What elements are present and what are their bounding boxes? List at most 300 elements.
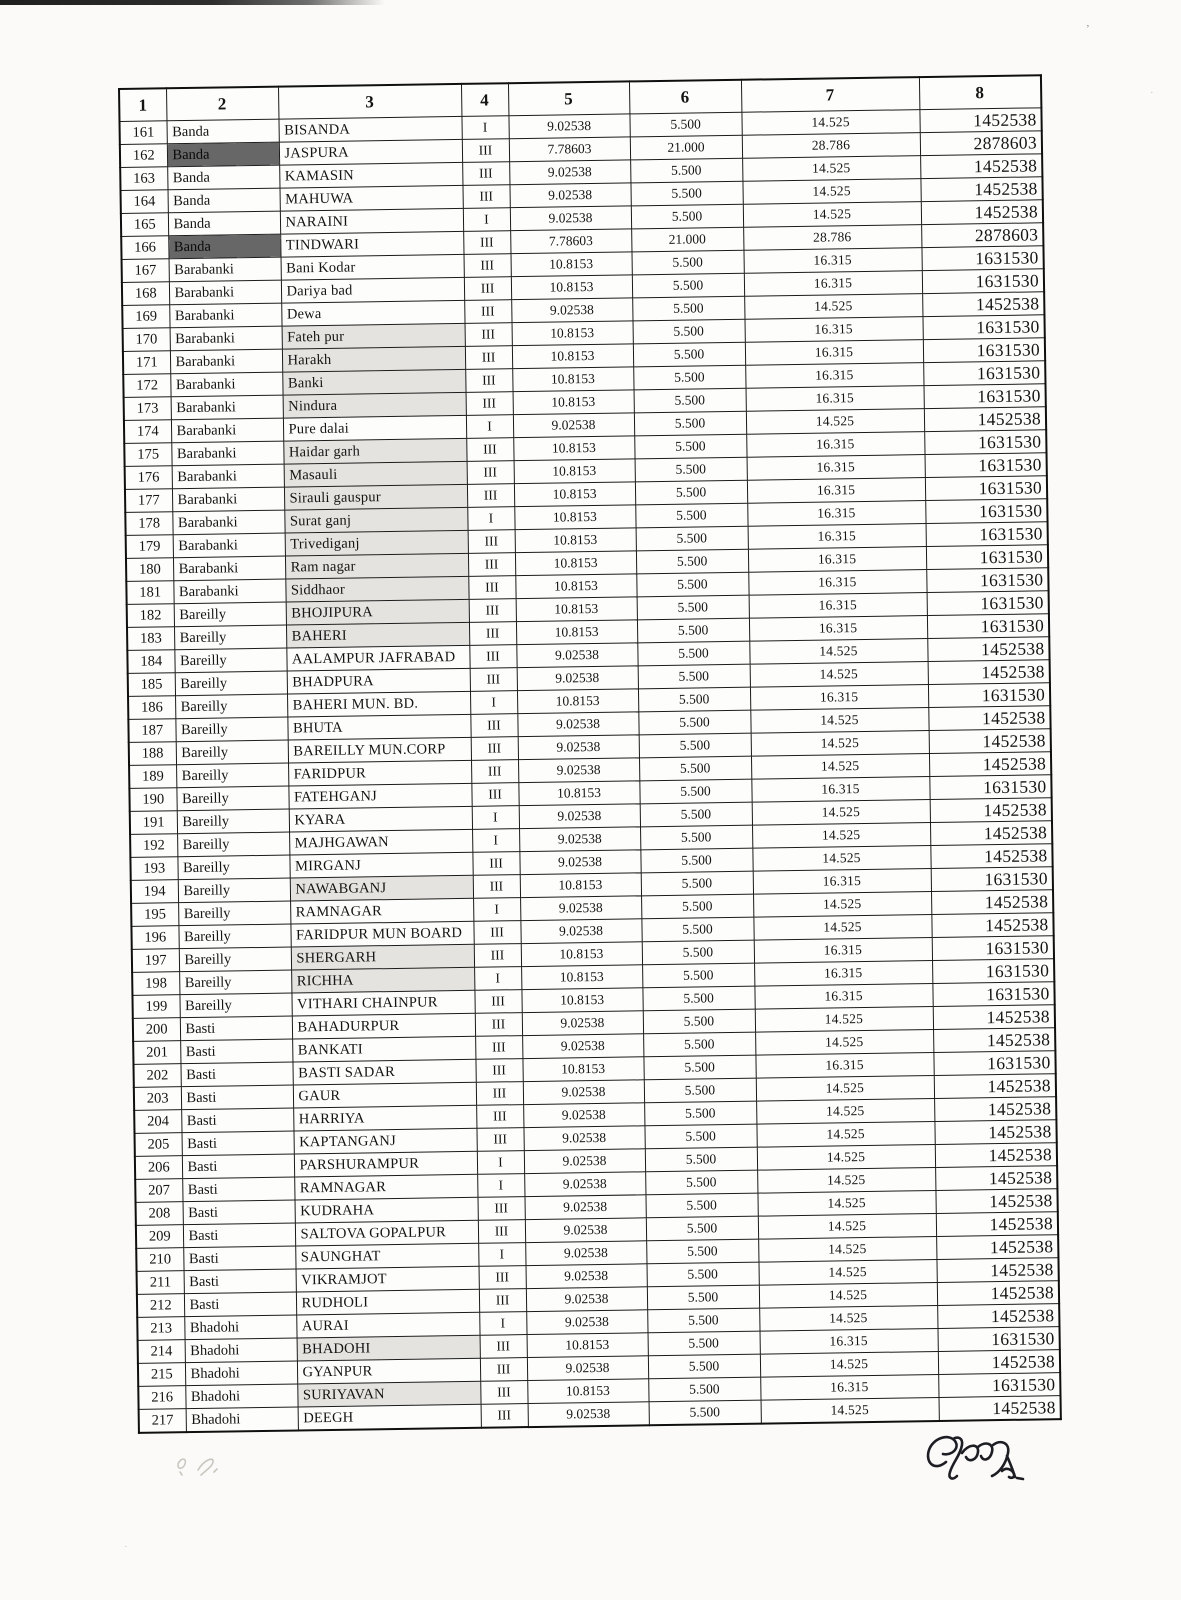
cell-class: III <box>471 783 518 807</box>
column-header-3: 3 <box>278 84 461 119</box>
cell-district: Bareilly <box>177 832 289 857</box>
cell-col6: 5.500 <box>647 1308 759 1333</box>
cell-col8: 2878603 <box>920 131 1042 156</box>
cell-serial: 204 <box>134 1110 181 1134</box>
cell-district: Bareilly <box>178 924 290 949</box>
cell-col6: 5.500 <box>642 963 754 988</box>
scan-speck: · <box>1150 87 1154 99</box>
cell-class: I <box>474 967 521 991</box>
cell-serial: 170 <box>123 328 170 352</box>
cell-serial: 194 <box>131 880 178 904</box>
cell-col8: 1452538 <box>922 292 1044 317</box>
cell-serial: 215 <box>138 1363 185 1387</box>
cell-col8: 1452538 <box>933 1028 1055 1053</box>
scan-speck: · <box>124 1541 128 1553</box>
cell-town: RICHHA <box>291 967 474 993</box>
cell-district: Bareilly <box>176 763 288 788</box>
cell-town: RUDHOLI <box>296 1289 479 1315</box>
cell-col5: 9.02538 <box>522 1034 643 1059</box>
cell-col5: 9.02538 <box>508 114 629 139</box>
cell-district: Barabanki <box>169 280 281 305</box>
cell-district: Bhadohi <box>185 1338 297 1363</box>
cell-town: NAWABGANJ <box>290 875 473 901</box>
cell-class: III <box>473 875 520 899</box>
cell-town: AALAMPUR JAFRABAD <box>286 645 469 671</box>
cell-class: III <box>469 599 516 623</box>
cell-town: VITHARI CHAINPUR <box>291 990 474 1016</box>
cell-serial: 210 <box>136 1248 183 1272</box>
cell-col8: 1631530 <box>925 499 1047 524</box>
cell-col6: 21.000 <box>631 227 743 252</box>
cell-col8: 1631530 <box>932 959 1054 984</box>
cell-class: III <box>467 461 514 485</box>
cell-serial: 177 <box>125 489 172 513</box>
cell-town: HARRIYA <box>293 1105 476 1131</box>
cell-district: Barabanki <box>170 372 282 397</box>
cell-col8: 1452538 <box>934 1120 1056 1145</box>
cell-col6: 5.500 <box>640 802 752 827</box>
cell-town: Ram nagar <box>285 553 468 579</box>
cell-class: III <box>470 668 517 692</box>
cell-col5: 10.8153 <box>521 988 642 1013</box>
cell-col7: 14.525 <box>757 1167 935 1193</box>
cell-serial: 200 <box>133 1018 180 1042</box>
cell-col5: 9.02538 <box>509 160 630 185</box>
cell-col5: 9.02538 <box>519 804 640 829</box>
cell-district: Barabanki <box>173 556 285 581</box>
cell-col7: 14.525 <box>752 800 930 826</box>
cell-col8: 1631530 <box>923 361 1045 386</box>
cell-class: I <box>463 208 510 232</box>
cell-col6: 5.500 <box>639 779 751 804</box>
cell-col8: 1452538 <box>935 1189 1057 1214</box>
cell-serial: 203 <box>134 1087 181 1111</box>
cell-class: III <box>470 714 517 738</box>
cell-district: Barabanki <box>172 464 284 489</box>
cell-district: Basti <box>183 1246 295 1271</box>
cell-col7: 14.525 <box>752 846 930 872</box>
cell-class: III <box>467 484 514 508</box>
cell-district: Bareilly <box>177 809 289 834</box>
cell-col6: 5.500 <box>642 986 754 1011</box>
cell-col5: 9.02538 <box>525 1241 646 1266</box>
cell-serial: 174 <box>124 420 171 444</box>
cell-class: III <box>468 530 515 554</box>
data-table <box>118 74 1062 1434</box>
cell-class: III <box>478 1220 525 1244</box>
cell-col7: 16.315 <box>746 386 924 412</box>
cell-district: Barabanki <box>171 418 283 443</box>
cell-col6: 5.500 <box>637 595 749 620</box>
cell-serial: 167 <box>122 259 169 283</box>
cell-town: Harakh <box>282 346 465 372</box>
cell-serial: 196 <box>131 926 178 950</box>
cell-col8: 1452538 <box>931 890 1053 915</box>
cell-col8: 1631530 <box>922 269 1044 294</box>
cell-col6: 5.500 <box>646 1239 758 1264</box>
cell-district: Barabanki <box>170 349 282 374</box>
cell-town: MAHUWA <box>280 185 463 211</box>
cell-col8: 1631530 <box>932 936 1054 961</box>
cell-serial: 201 <box>133 1041 180 1065</box>
cell-serial: 206 <box>135 1156 182 1180</box>
cell-col5: 7.78603 <box>509 137 630 162</box>
cell-col7: 16.315 <box>747 478 925 504</box>
cell-class: III <box>465 346 512 370</box>
cell-col8: 1452538 <box>931 913 1053 938</box>
cell-col7: 14.525 <box>750 662 928 688</box>
cell-col7: 16.315 <box>749 593 927 619</box>
cell-district: Banda <box>168 211 280 236</box>
cell-col5: 9.02538 <box>528 1402 649 1427</box>
pencil-scribble <box>168 1448 238 1486</box>
cell-col6: 5.500 <box>643 1055 755 1080</box>
cell-col5: 10.8153 <box>512 344 633 369</box>
cell-serial: 184 <box>127 650 174 674</box>
cell-serial: 178 <box>125 512 172 536</box>
cell-col6: 5.500 <box>636 572 748 597</box>
cell-town: Siddhaor <box>285 576 468 602</box>
cell-col6: 5.500 <box>644 1124 756 1149</box>
cell-class: I <box>466 415 513 439</box>
cell-col8: 1631530 <box>921 246 1043 271</box>
cell-col6: 5.500 <box>630 181 742 206</box>
cell-col7: 14.525 <box>757 1144 935 1170</box>
cell-col7: 16.315 <box>750 685 928 711</box>
cell-district: Basti <box>182 1131 294 1156</box>
cell-col8: 1631530 <box>926 545 1048 570</box>
cell-col6: 5.500 <box>639 756 751 781</box>
cell-serial: 207 <box>135 1179 182 1203</box>
cell-col6: 5.500 <box>645 1193 757 1218</box>
cell-town: Surat ganj <box>284 507 467 533</box>
cell-col5: 10.8153 <box>513 390 634 415</box>
cell-col8: 1452538 <box>920 154 1042 179</box>
cell-class: III <box>475 1013 522 1037</box>
cell-col5: 9.02538 <box>523 1126 644 1151</box>
cell-district: Bareilly <box>174 602 286 627</box>
cell-class: III <box>475 1059 522 1083</box>
cell-class: III <box>472 852 519 876</box>
column-header-4: 4 <box>461 83 508 116</box>
cell-col7: 16.315 <box>754 938 932 964</box>
cell-town: FARIDPUR MUN BOARD <box>290 921 473 947</box>
cell-col5: 10.8153 <box>512 367 633 392</box>
cell-class: III <box>469 622 516 646</box>
cell-district: Barabanki <box>169 303 281 328</box>
cell-district: Basti <box>183 1223 295 1248</box>
cell-district: Barabanki <box>173 533 285 558</box>
cell-serial: 187 <box>128 719 175 743</box>
cell-district: Basti <box>182 1177 294 1202</box>
cell-serial: 209 <box>136 1225 183 1249</box>
cell-class: III <box>471 737 518 761</box>
cell-col8: 1452538 <box>935 1166 1057 1191</box>
cell-col6: 5.500 <box>645 1147 757 1172</box>
cell-col5: 9.02538 <box>516 643 637 668</box>
cell-col8: 1631530 <box>938 1373 1060 1398</box>
cell-class: III <box>480 1335 527 1359</box>
cell-class: I <box>473 898 520 922</box>
cell-col8: 1452538 <box>930 798 1052 823</box>
cell-col7: 14.525 <box>753 915 931 941</box>
cell-col7: 14.525 <box>753 892 931 918</box>
cell-col8: 1631530 <box>928 683 1050 708</box>
cell-col5: 10.8153 <box>516 620 637 645</box>
cell-col6: 5.500 <box>634 411 746 436</box>
cell-col7: 14.525 <box>759 1305 937 1331</box>
cell-serial: 197 <box>132 949 179 973</box>
cell-col7: 16.315 <box>748 547 926 573</box>
cell-col7: 14.525 <box>756 1099 934 1125</box>
cell-serial: 213 <box>137 1317 184 1341</box>
cell-district: Basti <box>184 1269 296 1294</box>
cell-col6: 5.500 <box>629 112 741 137</box>
cell-col6: 5.500 <box>636 526 748 551</box>
cell-class: III <box>464 277 511 301</box>
cell-col5: 9.02538 <box>520 919 641 944</box>
cell-col7: 16.315 <box>748 524 926 550</box>
cell-town: BAHERI MUN. BD. <box>287 691 470 717</box>
cell-district: Bhadohi <box>184 1315 296 1340</box>
cell-district: Barabanki <box>171 441 283 466</box>
cell-town: RAMNAGAR <box>294 1174 477 1200</box>
cell-town: Fateh pur <box>282 323 465 349</box>
cell-col5: 10.8153 <box>521 942 642 967</box>
cell-col7: 14.525 <box>756 1076 934 1102</box>
cell-col5: 10.8153 <box>522 1057 643 1082</box>
cell-col8: 1452538 <box>936 1235 1058 1260</box>
cell-district: Basti <box>180 1039 292 1064</box>
cell-col5: 9.02538 <box>513 413 634 438</box>
cell-serial: 163 <box>120 167 167 191</box>
cell-serial: 161 <box>119 121 166 145</box>
cell-class: III <box>465 369 512 393</box>
cell-col5: 9.02538 <box>522 1011 643 1036</box>
cell-col5: 10.8153 <box>517 689 638 714</box>
cell-town: BHUTA <box>287 714 470 740</box>
cell-col6: 5.500 <box>647 1262 759 1287</box>
cell-district: Bhadohi <box>185 1384 297 1409</box>
cell-col5: 10.8153 <box>520 873 641 898</box>
cell-col5: 9.02538 <box>524 1172 645 1197</box>
cell-col5: 10.8153 <box>518 781 639 806</box>
cell-col8: 1452538 <box>929 752 1051 777</box>
cell-district: Bareilly <box>175 671 287 696</box>
cell-col5: 9.02538 <box>518 735 639 760</box>
cell-col6: 5.500 <box>634 388 746 413</box>
cell-col5: 7.78603 <box>510 229 631 254</box>
cell-col5: 9.02538 <box>517 666 638 691</box>
cell-class: III <box>480 1358 527 1382</box>
cell-serial: 199 <box>132 995 179 1019</box>
column-header-7: 7 <box>741 77 919 112</box>
cell-town: Dewa <box>281 300 464 326</box>
cell-col6: 5.500 <box>638 710 750 735</box>
cell-col6: 5.500 <box>634 434 746 459</box>
cell-serial: 179 <box>126 535 173 559</box>
cell-town: KYARA <box>289 806 472 832</box>
cell-town: KAPTANGANJ <box>293 1128 476 1154</box>
cell-col7: 16.315 <box>760 1374 938 1400</box>
cell-col6: 5.500 <box>639 733 751 758</box>
cell-district: Banda <box>167 142 279 167</box>
cell-col7: 14.525 <box>751 754 929 780</box>
cell-col5: 10.8153 <box>516 597 637 622</box>
cell-district: Bareilly <box>175 717 287 742</box>
cell-town: SAUNGHAT <box>295 1243 478 1269</box>
cell-town: VIKRAMJOT <box>296 1266 479 1292</box>
cell-class: III <box>480 1381 527 1405</box>
cell-district: Barabanki <box>172 487 284 512</box>
cell-col5: 9.02538 <box>526 1264 647 1289</box>
cell-serial: 214 <box>138 1340 185 1364</box>
cell-col7: 28.786 <box>743 225 921 251</box>
cell-col7: 14.525 <box>757 1190 935 1216</box>
cell-serial: 188 <box>129 742 176 766</box>
cell-town: Dariya bad <box>281 277 464 303</box>
cell-serial: 185 <box>128 673 175 697</box>
cell-town: BHADOHI <box>297 1335 480 1361</box>
cell-serial: 202 <box>133 1064 180 1088</box>
cell-col7: 16.315 <box>747 455 925 481</box>
cell-col6: 5.500 <box>643 1032 755 1057</box>
cell-town: BISANDA <box>278 116 461 142</box>
cell-col6: 5.500 <box>648 1331 760 1356</box>
cell-col7: 14.525 <box>752 823 930 849</box>
cell-col6: 5.500 <box>640 825 752 850</box>
cell-col8: 1631530 <box>937 1327 1059 1352</box>
cell-district: Bareilly <box>175 694 287 719</box>
cell-district: Barabanki <box>170 326 282 351</box>
cell-col8: 1631530 <box>924 430 1046 455</box>
cell-col8: 1452538 <box>930 821 1052 846</box>
cell-serial: 182 <box>127 604 174 628</box>
cell-col5: 10.8153 <box>512 321 633 346</box>
cell-col6: 5.500 <box>637 641 749 666</box>
cell-col5: 10.8153 <box>513 436 634 461</box>
cell-col8: 1452538 <box>936 1258 1058 1283</box>
cell-col8: 1452538 <box>933 1005 1055 1030</box>
cell-district: Basti <box>181 1108 293 1133</box>
cell-district: Basti <box>184 1292 296 1317</box>
cell-district: Bareilly <box>178 901 290 926</box>
cell-town: MAJHGAWAN <box>289 829 472 855</box>
cell-col5: 9.02538 <box>524 1149 645 1174</box>
cell-col8: 1631530 <box>933 1051 1055 1076</box>
cell-town: Banki <box>282 369 465 395</box>
cell-district: Bareilly <box>174 648 286 673</box>
cell-col7: 14.525 <box>741 110 919 136</box>
cell-col6: 5.500 <box>630 158 742 183</box>
cell-col8: 1631530 <box>927 614 1049 639</box>
cell-district: Bareilly <box>179 970 291 995</box>
cell-col5: 10.8153 <box>511 275 632 300</box>
cell-district: Basti <box>182 1154 294 1179</box>
cell-class: I <box>477 1174 524 1198</box>
cell-col5: 9.02538 <box>526 1287 647 1312</box>
cell-town: JASPURA <box>279 139 462 165</box>
cell-town: BANKATI <box>292 1036 475 1062</box>
cell-town: KUDRAHA <box>295 1197 478 1223</box>
cell-district: Bareilly <box>179 993 291 1018</box>
cell-col8: 1631530 <box>923 338 1045 363</box>
cell-district: Bareilly <box>176 740 288 765</box>
cell-col7: 14.525 <box>755 1030 933 1056</box>
cell-town: SURIYAVAN <box>297 1381 480 1407</box>
cell-district: Bareilly <box>179 947 291 972</box>
cell-class: I <box>461 116 508 140</box>
cell-district: Bareilly <box>176 786 288 811</box>
cell-col6: 5.500 <box>637 618 749 643</box>
cell-town: Pure dalai <box>283 415 466 441</box>
cell-class: III <box>473 921 520 945</box>
cell-class: III <box>474 990 521 1014</box>
cell-col7: 14.525 <box>751 731 929 757</box>
cell-class: I <box>478 1243 525 1267</box>
cell-col6: 5.500 <box>648 1354 760 1379</box>
cell-col6: 5.500 <box>635 457 747 482</box>
cell-class: III <box>463 231 510 255</box>
cell-district: Basti <box>183 1200 295 1225</box>
cell-serial: 193 <box>130 857 177 881</box>
cell-col5: 10.8153 <box>527 1379 648 1404</box>
cell-col7: 14.525 <box>758 1213 936 1239</box>
cell-town: SHERGARH <box>291 944 474 970</box>
cell-col8: 1452538 <box>937 1281 1059 1306</box>
cell-serial: 217 <box>139 1409 186 1433</box>
cell-town: KAMASIN <box>279 162 462 188</box>
cell-col7: 16.315 <box>745 363 923 389</box>
cell-col6: 5.500 <box>644 1101 756 1126</box>
cell-col5: 10.8153 <box>511 252 632 277</box>
cell-col8: 1631530 <box>925 453 1047 478</box>
signature-ink <box>922 1430 1032 1492</box>
cell-town: BAHADURPUR <box>292 1013 475 1039</box>
cell-class: III <box>481 1404 528 1428</box>
cell-town: GAUR <box>293 1082 476 1108</box>
cell-col8: 1452538 <box>934 1074 1056 1099</box>
cell-district: Banda <box>167 165 279 190</box>
column-header-6: 6 <box>629 80 741 114</box>
cell-col7: 16.315 <box>755 1053 933 1079</box>
cell-class: III <box>462 139 509 163</box>
cell-class: I <box>477 1151 524 1175</box>
cell-col5: 9.02538 <box>511 298 632 323</box>
cell-class: III <box>476 1105 523 1129</box>
cell-col8: 1452538 <box>924 407 1046 432</box>
cell-col8: 1631530 <box>932 982 1054 1007</box>
cell-col8: 2878603 <box>921 223 1043 248</box>
scan-speck: ’ <box>1086 23 1090 35</box>
cell-town: BHOJIPURA <box>286 599 469 625</box>
cell-col7: 16.315 <box>743 248 921 274</box>
cell-col8: 1452538 <box>921 200 1043 225</box>
cell-col6: 21.000 <box>630 135 742 160</box>
cell-col8: 1452538 <box>920 177 1042 202</box>
cell-district: Basti <box>180 1062 292 1087</box>
cell-col8: 1631530 <box>927 591 1049 616</box>
cell-col5: 10.8153 <box>515 528 636 553</box>
cell-class: III <box>468 553 515 577</box>
cell-col5: 10.8153 <box>521 965 642 990</box>
cell-district: Basti <box>180 1016 292 1041</box>
cell-col7: 16.315 <box>760 1328 938 1354</box>
cell-col5: 10.8153 <box>514 459 635 484</box>
cell-district: Barabanki <box>169 257 281 282</box>
cell-class: I <box>472 806 519 830</box>
cell-col5: 9.02538 <box>517 712 638 737</box>
